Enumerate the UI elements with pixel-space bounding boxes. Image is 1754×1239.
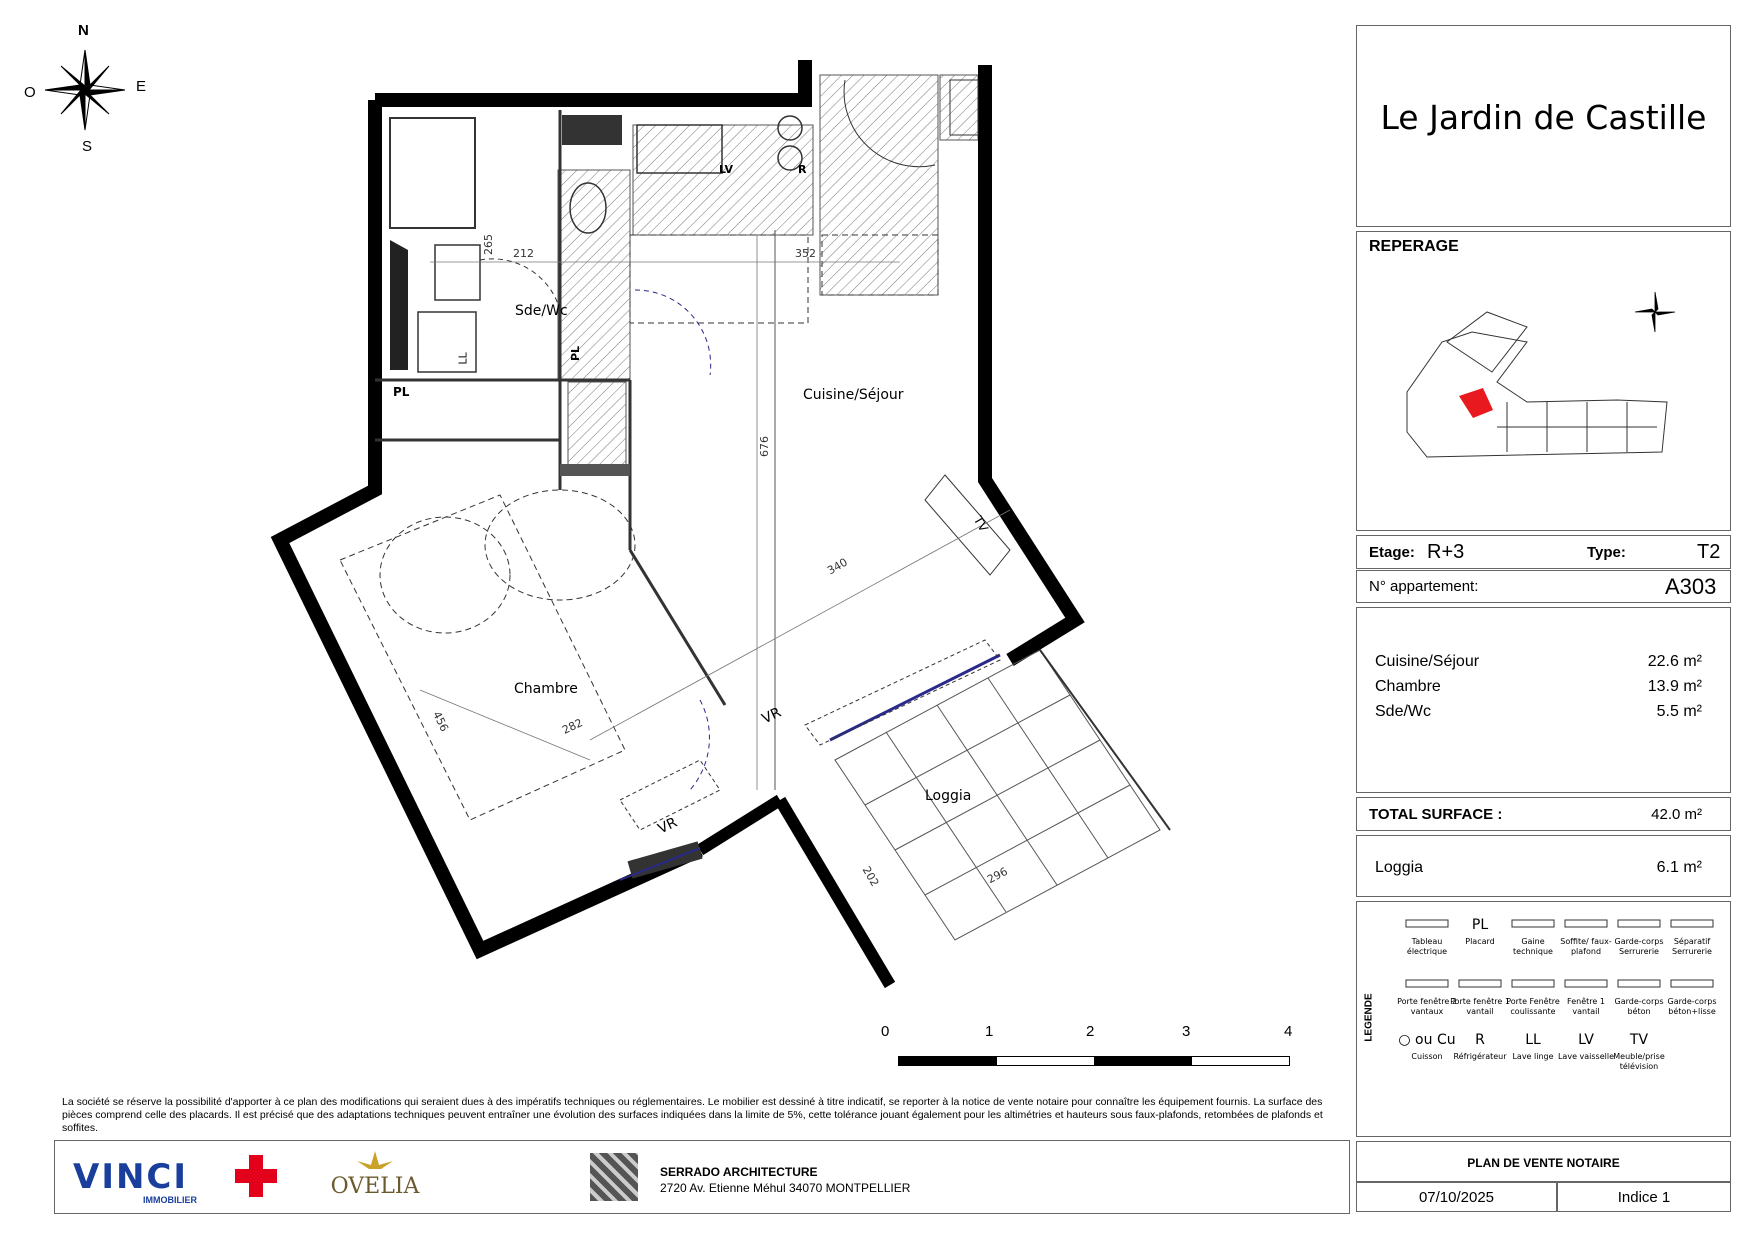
architect-address: 2720 Av. Etienne Méhul 34070 MONTPELLIER (660, 1181, 911, 1195)
scale-tick-2: 2 (1086, 1023, 1095, 1040)
legend-label: Fenêtre 1 vantail (1567, 997, 1605, 1016)
legend-label: Placard (1465, 937, 1495, 946)
total-surface-row (1356, 797, 1731, 831)
label-vr1: VR (759, 704, 784, 728)
legend-symbol: ○ ou Cu (1398, 1032, 1456, 1048)
label-tv: TV (970, 513, 991, 535)
dim-212: 212 (513, 247, 534, 260)
legend-symbol (1662, 917, 1722, 933)
serrado-logo-icon (590, 1153, 638, 1201)
dim-296: 296 (985, 864, 1010, 887)
surface-value: 22.6 m² (1647, 653, 1702, 670)
room-cuisine-sejour: Cuisine/Séjour (803, 387, 904, 403)
legend-label: Lave vaisselle (1557, 1052, 1615, 1061)
vinci-logo (73, 1157, 197, 1205)
legend-label: Porte fenêtre 2 vantaux (1397, 997, 1457, 1016)
loggia-value: 6.1 m² (1656, 859, 1702, 876)
legend-symbol: R (1475, 1032, 1485, 1048)
loggia-name: Loggia (1375, 859, 1424, 876)
dim-265: 265 (482, 234, 495, 255)
north-arrow (20, 22, 150, 157)
legend-label: Gaine technique (1513, 937, 1553, 956)
dim-456: 456 (430, 709, 451, 734)
plan-date: 07/10/2025 (1418, 1189, 1495, 1206)
legend-symbol (1662, 977, 1722, 993)
loggia-block (1356, 835, 1731, 897)
vinci-text: VINCI (73, 1157, 189, 1197)
scale-bar (880, 1020, 1300, 1070)
room-loggia: Loggia (925, 788, 972, 804)
dim-676: 676 (758, 436, 771, 457)
compass-s: S (82, 138, 93, 155)
legend-label: Réfrigérateur (1453, 1052, 1507, 1061)
compass-o: O (24, 84, 36, 101)
etage-label: Etage: (1369, 544, 1415, 561)
compass-e: E (136, 78, 147, 95)
dim-282: 282 (560, 716, 585, 737)
legend-symbol: TV (1629, 1032, 1649, 1048)
type-label: Type: (1587, 544, 1626, 561)
appartement-row (1356, 570, 1731, 603)
floor-plan (260, 40, 1200, 1010)
plan-type: PLAN DE VENTE NOTAIRE (1467, 1156, 1620, 1170)
plan-type-row (1356, 1141, 1731, 1182)
label-ll: LL (456, 352, 470, 365)
surface-name: Sde/Wc (1375, 703, 1432, 720)
scale-tick-0: 0 (881, 1023, 890, 1040)
legend-block (1356, 901, 1731, 1137)
legend-label: Meuble/prise télévision (1613, 1052, 1665, 1071)
scale-tick-1: 1 (985, 1023, 994, 1040)
vinci-sub: IMMOBILIER (143, 1195, 197, 1205)
legend-symbol (1609, 917, 1669, 933)
ovelia-text: OVELIA (330, 1174, 420, 1199)
legend-symbol (1556, 977, 1616, 993)
type-value: T2 (1697, 541, 1721, 563)
appartement-value: A303 (1665, 574, 1717, 599)
logo-bar (54, 1140, 1350, 1214)
total-value: 42.0 m² (1651, 806, 1702, 823)
indice-cell (1557, 1182, 1731, 1212)
etage-value: R+3 (1427, 541, 1465, 563)
legend-label: Séparatif Serrurerie (1672, 937, 1712, 956)
surfaces-block (1356, 607, 1731, 793)
floor-plan-drawing (260, 40, 1200, 1010)
legend-label: Garde-corps béton+lisse (1667, 997, 1717, 1016)
reperage-label: REPERAGE (1369, 238, 1459, 255)
total-label: TOTAL SURFACE : (1369, 806, 1503, 823)
surface-name: Cuisine/Séjour (1375, 653, 1480, 670)
legend-symbol: LV (1578, 1032, 1594, 1048)
label-pl: PL (393, 385, 410, 399)
disclaimer: La société se réserve la possibilité d'apporter à ce plan des modifications qui seraient dues à des impératifs techniques ou réglementaires. Le mobilier est dessiné à titre indicatif, se reporter à la notice de vente notaire pour connaître les équipement fournis. La surface des pièces comprend celle des placards. Il est précisé que des adaptations techniques peuvent entraîner une évolution des surfaces indiquées dans la limite de 5%, cette tolérance jouant également pour les altimétries et hauteurs sous faux-plafonds, retombées de plafonds et soffites. (62, 1096, 1323, 1134)
scale-tick-4: 4 (1284, 1023, 1293, 1040)
legend-label: Porte fenêtre 1 vantail (1450, 997, 1510, 1016)
label-vr2: VR (655, 814, 680, 838)
vinci-cross-icon (233, 1153, 279, 1199)
legend-symbol: LL (1525, 1032, 1541, 1048)
legend-label: Cuisson (1411, 1052, 1443, 1061)
architect-name: SERRADO ARCHITECTURE (660, 1165, 818, 1179)
building-location-map (1387, 252, 1717, 522)
compass-n: N (78, 22, 89, 39)
legend-label: Tableau électrique (1406, 937, 1448, 956)
room-chambre: Chambre (514, 681, 578, 697)
label-pl2: PL (569, 345, 583, 362)
legend-symbol: PL (1471, 917, 1489, 933)
dim-352: 352 (795, 247, 816, 260)
title-block (1356, 25, 1731, 227)
legend-label: Porte Fenêtre coulissante (1506, 997, 1560, 1016)
project-title: Le Jardin de Castille (1380, 98, 1707, 137)
room-sde-wc: Sde/Wc (515, 303, 568, 319)
legend-symbol (1450, 977, 1510, 993)
legend-title: LEGENDE (1363, 993, 1375, 1042)
label-r: R (798, 163, 807, 176)
surface-value: 13.9 m² (1647, 678, 1702, 695)
legend-label: Garde-corps béton (1614, 997, 1664, 1016)
scale-tick-3: 3 (1182, 1023, 1191, 1040)
plan-indice: Indice 1 (1617, 1189, 1671, 1206)
legend-label: Lave linge (1512, 1052, 1554, 1061)
ovelia-logo (325, 1151, 425, 1199)
legend-label: Garde-corps Serrurerie (1614, 937, 1664, 956)
reperage-block (1356, 231, 1731, 531)
surface-name: Chambre (1375, 678, 1441, 695)
legend-symbol (1556, 917, 1616, 933)
appartement-label: N° appartement: (1369, 578, 1479, 595)
date-cell (1356, 1182, 1557, 1212)
surface-value: 5.5 m² (1656, 703, 1702, 720)
legend-symbol (1397, 917, 1457, 933)
label-lv: LV (719, 163, 734, 176)
legend-symbol (1503, 977, 1563, 993)
legend-symbol (1397, 977, 1457, 993)
dim-340: 340 (825, 555, 850, 578)
legend-label: Soffite/ faux-plafond (1560, 937, 1612, 956)
etage-type-row (1356, 535, 1731, 569)
legend-symbol (1503, 917, 1563, 933)
legend-symbol (1609, 977, 1669, 993)
dim-202: 202 (859, 864, 882, 889)
